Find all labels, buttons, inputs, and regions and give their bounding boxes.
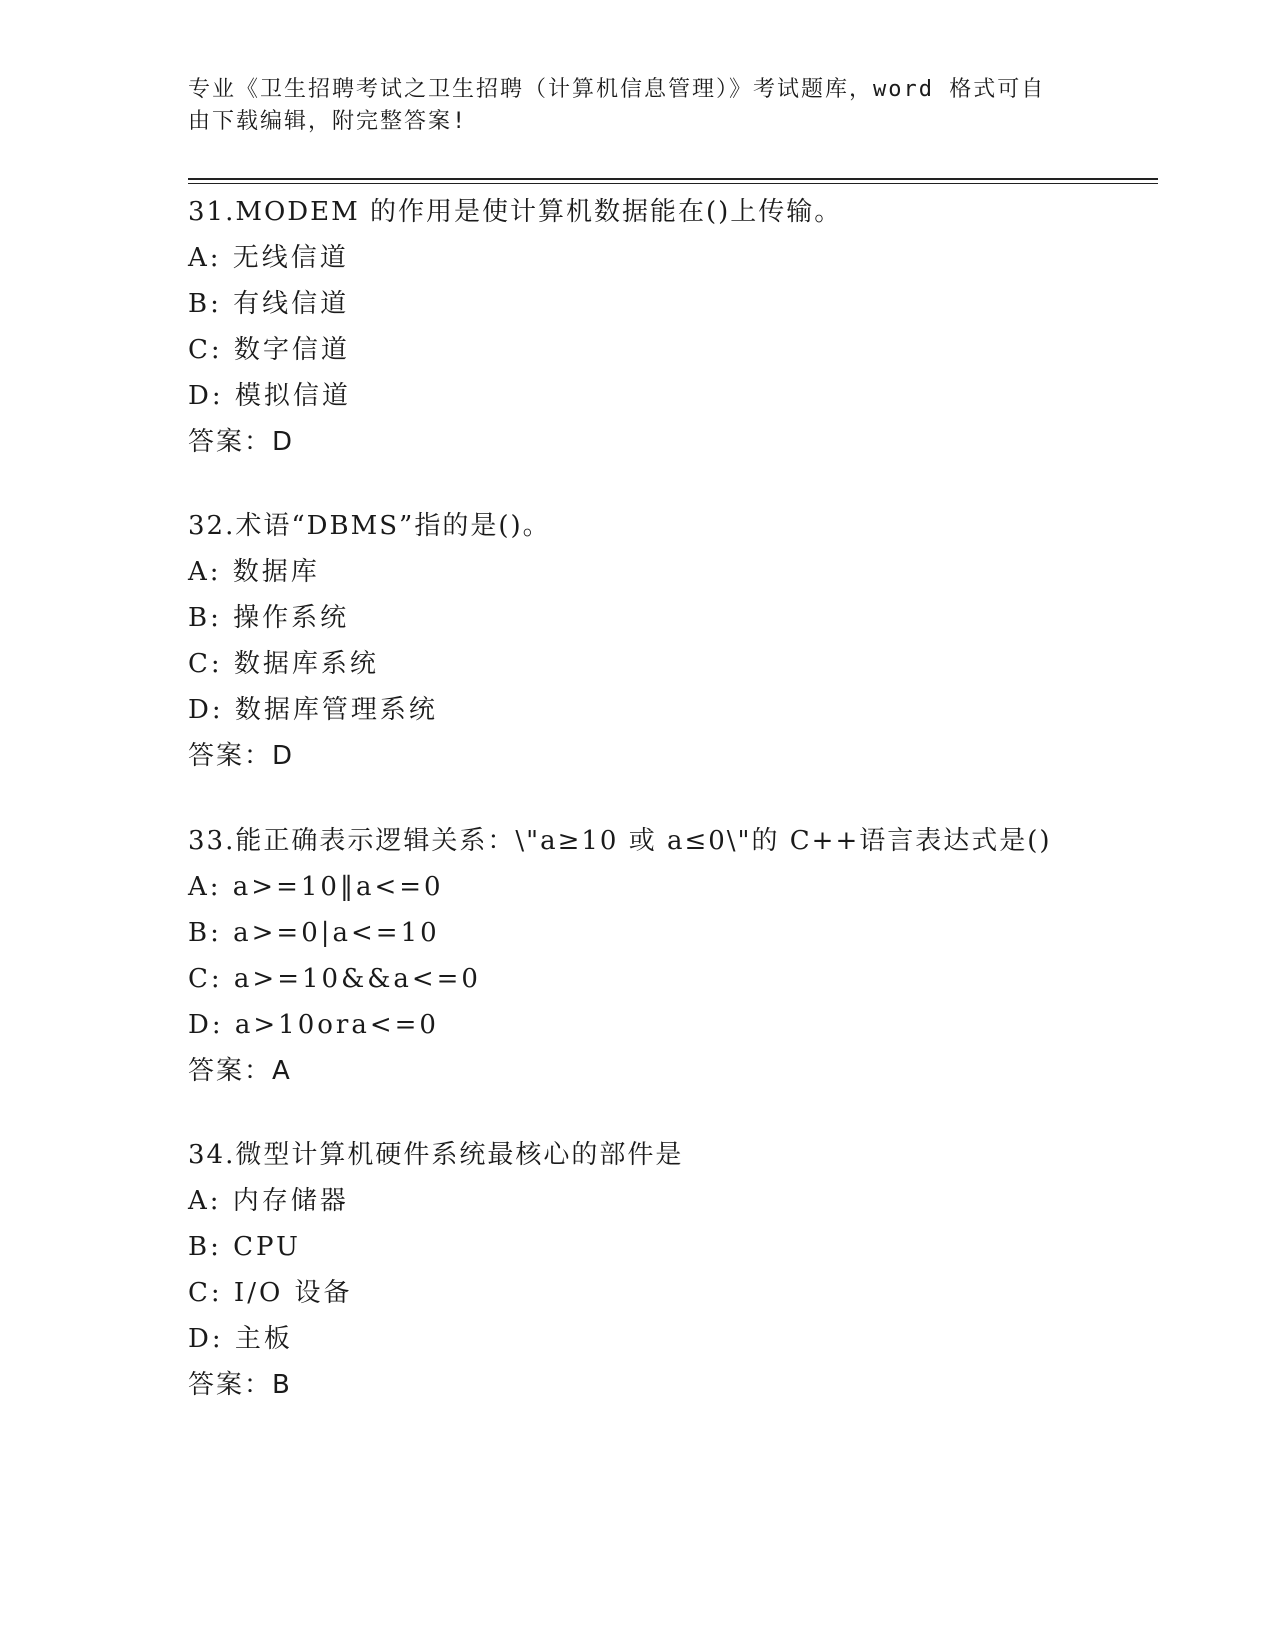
- question-block-32: [188, 503, 1188, 779]
- option-d: D: 模拟信道: [188, 381, 351, 411]
- option-d: D: a>10ora<=0: [188, 1010, 439, 1040]
- option-b: B: a>=0|a<=10: [188, 918, 440, 948]
- option-a: A: a>=10‖a<=0: [188, 872, 444, 902]
- option-a: A: 内存储器: [188, 1186, 349, 1216]
- option-c: C: 数字信道: [188, 335, 350, 365]
- answer-text: 答案：D: [188, 427, 295, 457]
- question-stem: 32.术语“DBMS”指的是()。: [188, 511, 551, 541]
- answer-text: 答案：A: [188, 1056, 292, 1086]
- document-header: [188, 74, 1088, 138]
- option-d: D: 主板: [188, 1324, 293, 1354]
- header-line-2: 由下载编辑，附完整答案!: [188, 109, 468, 134]
- option-c: C: a>=10&&a<=0: [188, 964, 481, 994]
- answer-text: 答案：D: [188, 741, 295, 771]
- question-block-34: [188, 1132, 1188, 1408]
- header-divider-thick: [188, 178, 1158, 180]
- option-a: A: 数据库: [188, 557, 320, 587]
- header-divider-thin: [188, 183, 1158, 184]
- header-line-1: 专业《卫生招聘考试之卫生招聘（计算机信息管理）》考试题库，word 格式可自: [188, 77, 1046, 102]
- option-b: B: 操作系统: [188, 603, 350, 633]
- option-b: B: 有线信道: [188, 289, 350, 319]
- question-stem: 33.能正确表示逻辑关系：\"a≥10 或 a≤0\"的 C++语言表达式是(): [188, 826, 1052, 856]
- question-stem: 34.微型计算机硬件系统最核心的部件是: [188, 1140, 684, 1170]
- answer-text: 答案：B: [188, 1370, 292, 1400]
- option-c: C: I/O 设备: [188, 1278, 353, 1308]
- question-block-33: [188, 818, 1188, 1094]
- option-b: B: CPU: [188, 1232, 301, 1262]
- question-stem: 31.MODEM 的作用是使计算机数据能在()上传输。: [188, 197, 843, 227]
- option-c: C: 数据库系统: [188, 649, 379, 679]
- option-d: D: 数据库管理系统: [188, 695, 438, 725]
- option-a: A: 无线信道: [188, 243, 349, 273]
- question-block-31: [188, 189, 1188, 465]
